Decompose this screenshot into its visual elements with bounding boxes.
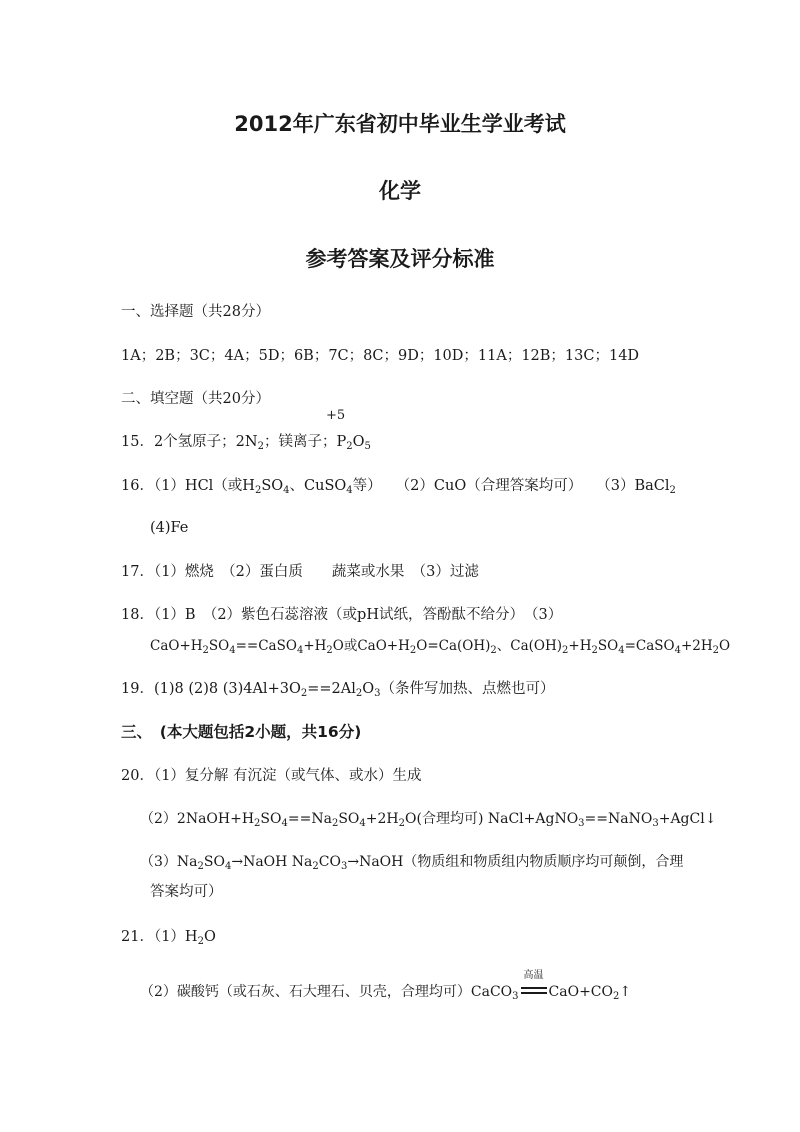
q20-answer-line1: 20．（1）复分解 有沉淀（或气体、或水）生成	[121, 768, 422, 784]
reaction-condition-text: 高温	[523, 970, 544, 981]
q19-answer: 19．(1)8 (2)8 $(3)4Al+3O_2==2Al_2O_3$（条件写加热、点燃也可）	[121, 681, 555, 699]
subject-title: 化学	[379, 179, 421, 203]
q15-valence-plus5: +5	[326, 408, 346, 423]
section1-heading: 一、选择题（共28分）	[121, 304, 270, 320]
q18-answer-line1: 18．（1）B （2）紫色石蕊溶液（或pH试纸，答酚酞不给分） （3）	[121, 607, 563, 623]
reaction-condition-symbol	[520, 970, 548, 998]
q20-answer-line2: $(2)2NaOH+H_2SO_4==Na_2SO_4+2H_2O$(合理均可) NaCl+AgNO$_3$==NaNO$_3$+AgCl↓	[140, 811, 717, 829]
section3-heading: 三、 (本大题包括2小题，共16分)	[121, 723, 362, 741]
section1-answers: 1A；2B；3C；4A；5D；6B；7C；8C；9D；10D；11A；12B；13C；14D	[121, 348, 640, 364]
q17-answer: 17．（1）燃烧 （2）蛋白质 蔬菜或水果 （3）过滤	[121, 564, 479, 580]
q15-answer: 15．2个氢原子；$2N_2$；镁离子；$P_2O_5$	[121, 434, 371, 452]
answer-key-title: 参考答案及评分标准	[305, 247, 495, 271]
q20-answer-line4: 答案均可）	[150, 884, 223, 900]
q21-answer-line1: 21．$(1)H_2O$	[121, 929, 216, 947]
section2-heading: 二、填空题（共20分）	[121, 391, 270, 407]
exam-title: 2012年广东省初中毕业生学业考试	[234, 112, 566, 136]
q16-answer: 16．（1）HCl（或$H_2SO_4$、CuSO$_4$等） （2）CuO（合理答案均可） （3）BaCl$_2$	[121, 478, 676, 496]
q21-answer-line2: （2）碳酸钙（或石灰、石大理石、贝壳，合理均可）CaCO$_3$ 高温 $CaO+CO_2↑$	[140, 970, 632, 1002]
q16-part4: (4)Fe	[150, 520, 189, 536]
q18-equation: $CaO+H_2SO_4==CaSO_4+H_2O$或$CaO+H_2O=Ca(OH)_2$、$Ca(OH)_2+H_2SO_4=CaSO_4+2H_2O$	[150, 638, 731, 656]
q20-answer-line3: $(3)Na_2SO_4\to NaOH$ $Na_2CO_3\to NaOH$（物质组和物质组内物质顺序均可颠倒，合理	[140, 854, 684, 872]
